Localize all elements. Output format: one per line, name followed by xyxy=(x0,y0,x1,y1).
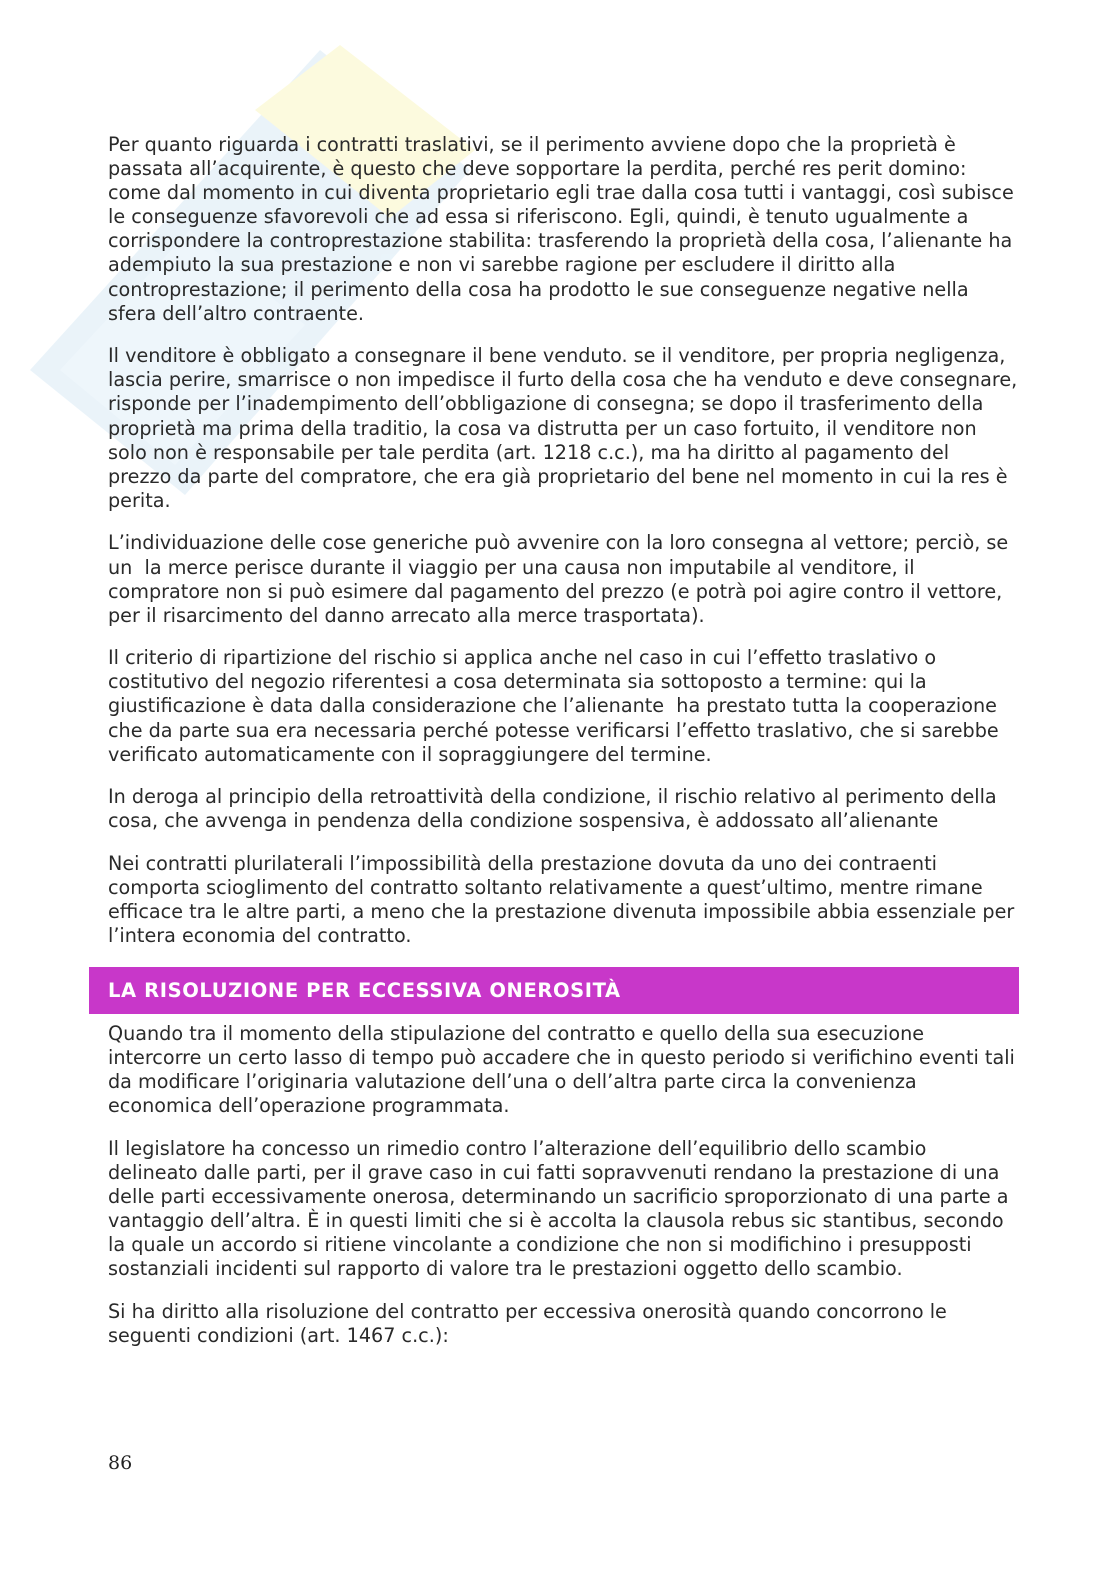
paragraph-7: Quando tra il momento della stipulazione del contratto e quello della sua esecuzione intercorre un certo lasso di tempo può accadere che in questo periodo si verifichino eventi tali da modificare l’originaria valutazione dell’una o dell’altra parte circa la convenienza economica dell’operazione programmata. xyxy=(108,1021,1021,1118)
section-heading: LA RISOLUZIONE PER ECCESSIVA ONEROSITÀ xyxy=(89,967,1019,1014)
paragraph-8: Il legislatore ha concesso un rimedio contro l’alterazione dell’equilibrio dello scambio delineato dalle parti, per il grave caso in cui fatti sopravvenuti rendano la prestazione di una delle parti eccessivamente onerosa, determinando un sacrificio sproporzionato di una parte a vantaggio dell’altra. È in questi limiti che si è accolta la clausola rebus sic stantibus, secondo la quale un accordo si ritiene vincolante a condizione che non si modifichino i presupposti sostanziali incidenti sul rapporto di valore tra le prestazioni oggetto dello scambio. xyxy=(108,1136,1015,1281)
paragraph-2: Il venditore è obbligato a consegnare il bene venduto. se il venditore, per propria negligenza, lascia perire, smarrisce o non impedisce il furto della cosa che ha venduto e deve consegnare, risponde per l’inadempimento dell’obbligazione di consegna; se dopo il trasferimento della proprietà ma prima della traditio, la cosa va distrutta per un caso fortuito, il venditore non solo non è responsabile per tale perdita (art. 1218 c.c.), ma ha diritto al pagamento del prezzo da parte del compratore, che era già proprietario del bene nel momento in cui la res è perita. xyxy=(108,344,1024,512)
page-number: 86 xyxy=(108,1452,133,1474)
paragraph-3: L’individuazione delle cose generiche può avvenire con la loro consegna al vettore; perciò, se un la merce perisce durante il viaggio per una causa non imputabile al venditore, il compratore non si può esimere dal pagamento del prezzo (e potrà poi agire contro il vettore, per il risarcimento del danno arrecato alla merce trasportata). xyxy=(108,531,1015,627)
paragraph-1: Per quanto riguarda i contratti traslativi, se il perimento avviene dopo che la proprietà è passata all’acquirente, è questo che deve sopportare la perdita, perché res perit domino: come dal momento in cui diventa proprietario egli trae dalla cosa tutti i vantaggi, così subisce le conseguenze sfavorevoli che ad essa si riferiscono. Egli, quindi, è tenuto ugualmente a corrispondere la controprestazione stabilita: trasferendo la proprietà della cosa, l’alienante ha adempiuto la sua prestazione e non vi sarebbe ragione per escludere il diritto alla controprestazione; il perimento della cosa ha prodotto le sue conseguenze negative nella sfera dell’altro contraente. xyxy=(108,133,1020,325)
document-body xyxy=(108,133,1024,1366)
paragraph-9: Si ha diritto alla risoluzione del contratto per eccessiva onerosità quando concorrono le seguenti condizioni (art. 1467 c.c.): xyxy=(108,1299,953,1347)
paragraph-6: Nei contratti plurilaterali l’impossibilità della prestazione dovuta da uno dei contraenti comporta scioglimento del contratto soltanto relativamente a quest’ultimo, mentre rimane efficace tra le altre parti, a meno che la prestazione divenuta impossibile abbia essenziale per l’intera economia del contratto. xyxy=(108,851,1021,948)
paragraph-5: In deroga al principio della retroattività della condizione, il rischio relativo al perimento della cosa, che avvenga in pendenza della condizione sospensiva, è addossato all’alienante xyxy=(108,785,1003,833)
paragraph-4: Il criterio di ripartizione del rischio si applica anche nel caso in cui l’effetto traslativo o costitutivo del negozio riferentesi a cosa determinata sia sottoposto a termine: qui la giustificazione è data dalla considerazione che l’alienante ha prestato tutta la cooperazione che da parte sua era necessaria perché potesse verificarsi l’effetto traslativo, che si sarebbe verificato automaticamente con il sopraggiungere del termine. xyxy=(108,646,1005,766)
